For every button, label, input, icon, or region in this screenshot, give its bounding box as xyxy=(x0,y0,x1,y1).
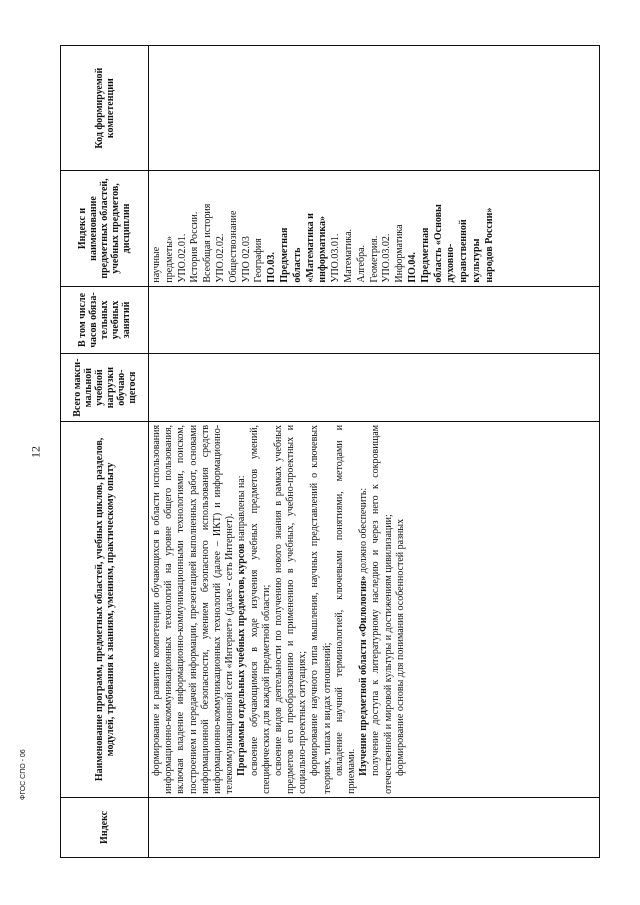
cell-total-load xyxy=(149,354,600,422)
cell-competence-code xyxy=(149,46,600,171)
description-paragraph xyxy=(334,425,358,794)
subject-index-line: духовно- xyxy=(445,243,457,283)
paragraph-text: формирование и развитие компетенции обучающихся в области использования информационно-коммуникационных технологий на уровне общего пользования, включая владение информационно-коммуникационными технологиями, поиском, построением и передачей информации, презентацией выполненных работ, основами информационной безопасности, умением безопасного использования средств информационно-коммуникационных технологий (далее – ИКТ) и информационно-телекоммуникационной сети «Интернет» (далее - сеть Интернет). xyxy=(151,424,236,794)
header-name: Наименование программ, предметных областей, учебных циклов, разделов, модулей, требования к знаниям, умениям, практическому опыту xyxy=(61,421,149,797)
paragraph-text: освоение видов деятельности по получению нового знания в рамках учебных предметов его преобразованию и применению в учебных, учебно-проектных и социально-проектных ситуациях; xyxy=(272,424,309,794)
subject-index-line: УПО.03.01. xyxy=(330,233,342,283)
subject-index-line: Математика. xyxy=(342,228,354,283)
subject-index-line: Алгебра. xyxy=(355,244,367,283)
subject-index-line: информатика» xyxy=(317,216,329,283)
paragraph-text: овладение научной терминологией, ключевыми понятиями, методами и приемами. xyxy=(333,424,357,794)
paragraph-text: освоение обучающимися в ходе изучения учебных предметов умений, специфических для каждой предметной области; xyxy=(248,424,272,794)
header-competence-code: Код формируемой компетенции xyxy=(61,46,149,171)
subject-index-line: Геометрия. xyxy=(368,235,380,283)
table-row xyxy=(149,46,600,858)
header-mandatory-hours: В том числе часов обяза-тельных учебных занятий xyxy=(61,286,149,354)
subject-index-line: ПО.04. xyxy=(406,252,418,283)
subject-index-line: Информатика xyxy=(394,224,406,283)
subject-index-line: Обществознание xyxy=(227,210,239,283)
subject-index-line: УПО 02.03 xyxy=(240,236,252,283)
subject-index-line: нравственной xyxy=(458,219,470,283)
subject-index-line: область «Основы xyxy=(432,204,444,283)
header-index: Индекс xyxy=(61,797,149,857)
subject-index-line: научные xyxy=(151,246,162,283)
subject-index-line: культуры xyxy=(470,238,482,283)
paragraph-tail: должно обеспечить: xyxy=(358,487,370,576)
table-header-row xyxy=(61,46,149,858)
paragraph-text: Программы отдельных учебных предметов, курсов xyxy=(236,543,248,776)
cell-mandatory-hours xyxy=(149,286,600,354)
subject-index-line: предметы» xyxy=(163,236,175,283)
subject-index-line: УПО.02.02. xyxy=(214,233,226,283)
description-paragraph xyxy=(273,425,310,794)
description-paragraph xyxy=(358,425,370,794)
cell-description xyxy=(149,421,600,797)
description-paragraph xyxy=(236,425,248,794)
description-paragraph xyxy=(309,425,333,794)
description-paragraph xyxy=(395,425,407,794)
description-paragraph xyxy=(249,425,273,794)
subject-index-line: Предметная xyxy=(278,227,290,283)
header-total-load: Всего макси-мальной учебной нагрузки обучаю-щегося xyxy=(61,354,149,422)
subject-index-line: Всеобщая история xyxy=(202,203,214,283)
paragraph-text: получение доступа к литературному наследию и через него к сокровищам отечественной и мировой культуры и достижениям цивилизации; xyxy=(370,424,394,794)
subject-index-line: область xyxy=(291,247,303,283)
paragraph-text: Изучение предметной области «Филология» xyxy=(358,575,370,776)
subject-index-line: УПО.03.02. xyxy=(381,233,393,283)
rotated-table-page xyxy=(60,45,600,858)
page-number: 12 xyxy=(28,446,43,458)
subject-index-line: История России. xyxy=(189,211,201,283)
subject-index-line: народов России» xyxy=(483,207,495,283)
subject-index-line: «Математика и xyxy=(304,213,316,283)
subject-index-line: ПО.03. xyxy=(266,252,278,283)
paragraph-text: формирование основы для понимания особенностей разных xyxy=(394,518,406,776)
paragraph-tail: направлены на: xyxy=(236,475,248,544)
description-paragraph xyxy=(370,425,394,794)
subject-index-line: УПО.02.01. xyxy=(176,233,188,283)
curriculum-table xyxy=(60,45,600,858)
paragraph-text: формирование научного типа мышления, научных представлений о ключевых теориях, типах и видах отношений; xyxy=(309,424,333,794)
cell-index xyxy=(149,797,600,857)
subject-index-line: Предметная xyxy=(419,227,431,283)
header-subject-index: Индекс и наименование предметных областей, учебных предметов, дисциплин xyxy=(61,171,149,286)
cell-subject-index xyxy=(149,171,600,286)
description-paragraph xyxy=(151,425,236,794)
footer-code: ФГОС СПО - 06 xyxy=(20,749,27,800)
subject-index-line: География xyxy=(253,238,265,283)
